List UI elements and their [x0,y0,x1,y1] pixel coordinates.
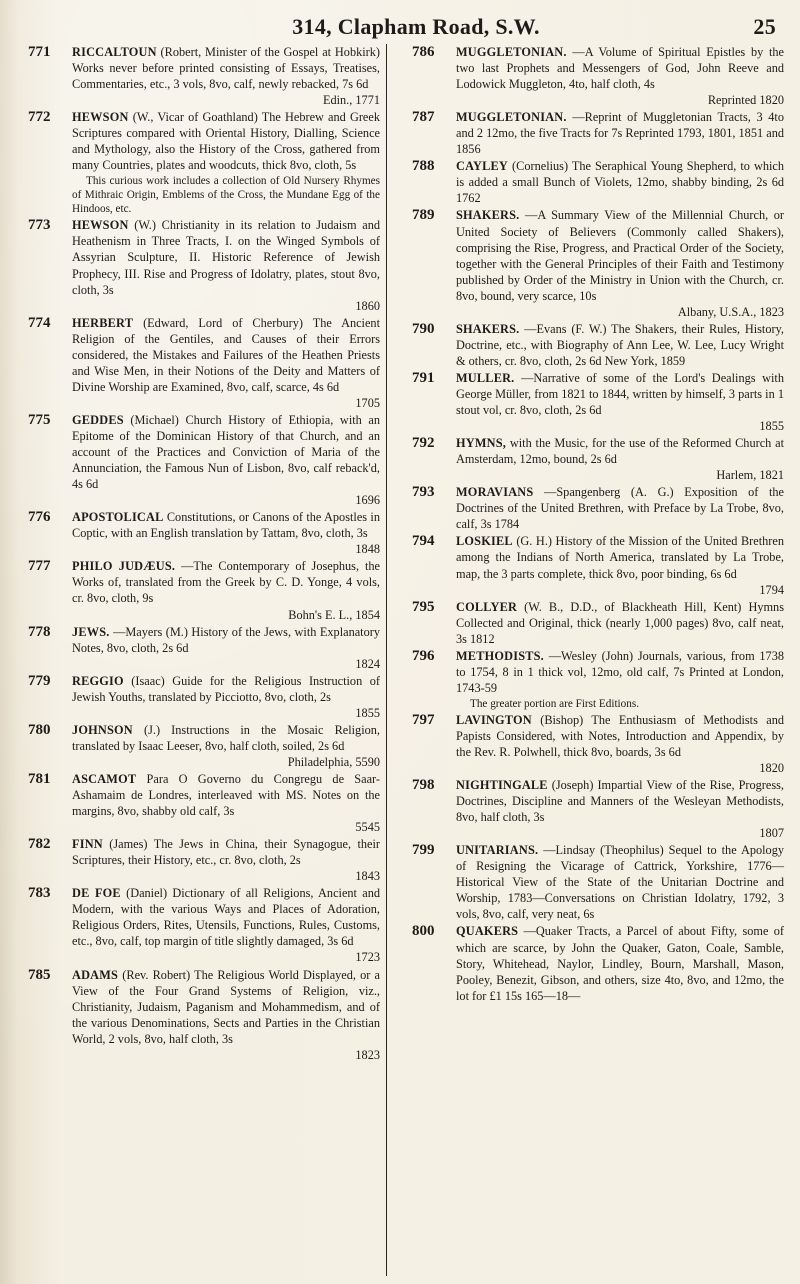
entry-description: (Daniel) Dictionary of all Religions, Ancient and Modern, with the various Ways and Places of Adoration, Religious Orders, Rites, Utensils, Functions, Rules, Customs, etc., 8vo, calf, top margin of title slightly damaged, 3s 6d [72,886,380,949]
entry-imprint: 1820 [759,761,784,776]
catalogue-entry [412,923,784,1003]
entry-description: (J.) Instructions in the Mosaic Religion, translated by Isaac Leeser, 8vo, half cloth, soiled, 2s 6d [72,722,380,753]
entry-body [72,967,380,1063]
entry-number: 775 [28,411,51,428]
entry-number: 796 [412,647,435,664]
entry-body [456,923,784,1003]
entry-imprint: Philadelphia, 5590 [287,754,380,769]
entry-author: HEWSON [72,218,129,233]
entry-number: 771 [28,44,51,60]
catalogue-entry [28,967,380,1063]
entry-author: METHODISTS. [456,648,544,663]
entry-imprint: 5545 [355,820,380,835]
catalogue-entry [28,44,380,108]
entry-description: (James) The Jews in China, their Synagogue, their Scriptures, their History, etc., cr. 8vo, cloth, 2s [72,837,380,868]
entry-body [72,412,380,508]
catalogue-entry [28,771,380,835]
entry-number: 783 [28,885,51,902]
entry-body [72,836,380,884]
entry-description: —A Summary View of the Millennial Church, or United Society of Believers (Commonly called Shakers), comprising the Rise, Progress, and Practical Order of the Society, together with the General Principles of their Faith and Testimony published by Order of the Ministry in Union with the Church, cr. 8vo, bound, very scarce, 10s [456,208,785,303]
entry-author: RICCALTOUN [72,45,157,59]
entry-author: COLLYER [456,599,518,614]
entry-number: 772 [28,109,51,126]
entry-description: Para O Governo du Congregu de Saar-Ashamaim de Londres, interleaved with MS. Notes on the margins, 8vo, shabby old calf, 3s [72,771,381,819]
entry-description: —Reprint of Muggletonian Tracts, 3 4to and 2 12mo, the five Tracts for 7s Reprinted 1793, 1801, 1851 and 1856 [456,110,784,157]
entry-body [72,771,380,835]
entry-author: HERBERT [72,315,134,330]
entry-imprint: Bohn's E. L., 1854 [288,607,380,622]
entry-body [456,370,784,434]
entry-imprint: 1848 [355,542,380,557]
entry-number: 797 [412,711,435,728]
entry-author: REGGIO [72,673,124,688]
entry-imprint: Albany, U.S.A., 1823 [677,304,784,319]
entry-author: JOHNSON [72,722,133,737]
catalogue-entry [412,599,784,647]
entry-number: 799 [412,842,435,859]
entry-description: Constitutions, or Canons of the Apostles in Coptic, with an English translation by Tattam, 8vo, cloth, 3s [72,510,380,541]
entry-body [72,109,380,216]
catalogue-entry [412,484,784,532]
entry-imprint: 1823 [355,1047,380,1062]
entry-description: —Mayers (M.) History of the Jews, with Explanatory Notes, 8vo, cloth, 2s 6d [72,624,380,655]
entry-note: The greater portion are First Editions. [470,697,640,710]
entry-number: 780 [28,721,51,738]
entry-author: NIGHTINGALE [456,778,548,793]
entry-author: SHAKERS. [456,208,520,223]
entry-author: GEDDES [72,412,124,427]
entry-number: 800 [412,923,435,940]
entry-description: (Cornelius) The Seraphical Young Shepherd, to which is added a small Bunch of Violets, 12mo, shabby binding, 2s 6d 1762 [456,159,784,206]
catalogue-entry [412,533,784,597]
catalogue-entry [412,370,784,434]
entry-number: 779 [28,672,51,689]
entry-description: —Lindsay (Theophilus) Sequel to the Apology of Resigning the Vicarage of Cattrick, Yorkshire, 1776—Historical View of the State of the Unitarian Doctrine and Worship, 1783—Conversations on Christian Idolatry, 1792, 3 vols, 8vo, calf, very neat, 6s [456,843,784,922]
entry-author: FINN [72,837,103,852]
entry-description: —The Contemporary of Josephus, the Works of, translated from the Greek by C. D. Yonge, 4 vols, cr. 8vo, cloth, 9s [72,559,380,606]
left-column [28,44,387,1276]
entry-author: HEWSON [72,110,129,125]
catalogue-entry [28,558,380,622]
entry-author: HYMNS, [456,436,507,451]
entry-description: (Michael) Church History of Ethiopia, with an Epitome of the Dominican History of that Church, and an account of the Practices and Conviction of Maria of the Annunciation, the Famous Nun of Lisbon, 8vo, calf reback'd, 4s 6d [72,412,381,492]
entry-body [72,624,380,672]
entry-imprint: 1855 [759,419,784,434]
catalogue-entry [28,412,380,508]
entry-author: APOSTOLICAL [72,510,164,525]
catalogue-entry [412,842,784,922]
entry-description: (Isaac) Guide for the Religious Instruction of Jewish Youths, translated by Picciotto, 8vo, cloth, 2s [72,673,380,704]
catalogue-entry [412,712,784,776]
entry-imprint: Edin., 1771 [322,93,380,108]
catalogue-entry [28,673,380,721]
entry-description: (W. B., D.D., of Blackheath Hill, Kent) Hymns Collected and Original, thick (nearly 1,000 pages) 8vo, calf neat, 3s 1812 [456,599,784,646]
catalogue-entry [412,321,784,369]
catalogue-entry [28,836,380,884]
entry-body [72,509,380,557]
catalogue-entry [28,315,380,411]
entry-author: PHILO JUDÆUS. [72,559,176,574]
entry-imprint: 1696 [355,493,380,508]
entry-imprint: 1855 [355,705,380,720]
entry-author: LAVINGTON [456,712,532,727]
entry-number: 777 [28,558,51,575]
entry-number: 782 [28,836,51,853]
page-header [56,14,776,42]
catalogue-entry [28,885,380,965]
entry-body [456,712,784,776]
entry-description: (Rev. Robert) The Religious World Displayed, or a View of the Four Grand Systems of Religion, viz., Christianity, Judaism, Paganism and Mohammedism, and of the various Denominations, Sects and Parties in the Christian World, 2 vols, 8vo, half cloth, 3s [72,967,381,1046]
entry-number: 776 [28,509,51,526]
entry-note: This curious work includes a collection of Old Nursery Rhymes of Mithraic Origin, Emblems of the Cross, the Mundane Egg of the Hindoos, etc. [72,175,380,216]
catalogue-entry [28,624,380,672]
entry-number: 790 [412,320,435,337]
entry-description: —Narrative of some of the Lord's Dealings with George Müller, from 1821 to 1844, written by himself, 3 parts in 1 stout vol, cr. 8vo, cloth, 2s 6d [456,370,784,418]
catalogue-entry [412,44,784,108]
entry-body [72,217,380,313]
entry-number: 785 [28,966,51,983]
entry-body [72,673,380,721]
entry-number: 787 [412,109,435,126]
entry-body [456,599,784,647]
entry-body [456,842,784,922]
catalogue-entry [28,109,380,216]
entry-body [72,558,380,622]
entry-author: DE FOE [72,886,121,901]
entry-body [456,435,784,483]
entry-body [456,533,784,597]
entry-imprint: 1723 [355,950,380,965]
catalogue-entry [412,777,784,841]
entry-number: 778 [28,623,51,640]
entry-description: with the Music, for the use of the Reformed Church at Amsterdam, 12mo, bound, 2s 6d [456,436,784,467]
entry-author: MORAVIANS [456,485,534,500]
entry-description: —Evans (F. W.) The Shakers, their Rules, History, Doctrine, etc., with Biography of Ann Lee, W. Lee, Lucy Wright & others, cr. 8vo, cloth, 2s 6d New York, 1859 [456,321,784,368]
entry-body [456,777,784,841]
entry-author: QUAKERS [456,924,519,939]
entry-author: CAYLEY [456,159,508,174]
right-column [412,44,784,1005]
entry-number: 791 [412,369,435,386]
entry-body [456,484,784,532]
entry-description: (Joseph) Impartial View of the Rise, Progress, Doctrines, Discipline and Manners of the Wesleyan Methodists, 8vo, half cloth, 3s [456,778,785,825]
entry-description: (Bishop) The Enthusiasm of Methodists and Papists Considered, with Notes, Introduction and Appendix, by the Rev. R. Polwhell, thick 8vo, boards, 3s 6d [456,712,784,759]
entry-number: 773 [28,217,51,234]
entry-description: (G. H.) History of the Mission of the United Brethren among the Indians of North America, translated by La Trobe, map, the 3 parts complete, thick 8vo, poor binding, 6s 6d [456,534,784,581]
entry-description: (Robert, Minister of the Gospel at Hobkirk) Works never before printed consisting of Essays, Treatises, Commentaries, etc., 3 vols, 8vo, calf, newly rebacked, 7s 6d [72,45,381,92]
entry-imprint: 1860 [355,298,380,313]
catalogue-entry [412,648,784,711]
catalogue-entry [412,109,784,157]
catalogue-entry [28,722,380,770]
page-number: 25 [753,14,776,39]
entry-body [72,315,380,411]
entry-imprint: 1843 [355,869,380,884]
entry-number: 788 [412,158,435,175]
entry-body [456,109,784,157]
entry-body [72,885,380,965]
entry-author: JEWS. [72,624,110,639]
entry-body [456,44,784,108]
running-title: 314, Clapham Road, S.W. [292,14,540,39]
entry-imprint: 1794 [759,582,784,597]
entry-description: (W., Vicar of Goathland) The Hebrew and Greek Scriptures compared with Oriental History, Dialling, Science and Mythology, also the History of the Cross, gathered from many Countries, plates and woodcuts, thick 8vo, cloth, 5s [72,110,380,173]
entry-number: 789 [412,207,435,224]
entry-body [456,321,784,369]
entry-number: 792 [412,435,435,452]
entry-imprint: 1807 [759,826,784,841]
entry-author: SHAKERS. [456,321,520,336]
entry-number: 794 [412,533,435,550]
entry-number: 774 [28,314,51,331]
entry-body [456,207,784,319]
catalogue-entry [28,509,380,557]
entry-description: (Edward, Lord of Cherbury) The Ancient Religion of the Gentiles, and Causes of their Errors considered, the Mistakes and Failures of the Heathen Priests and Wise Men, in their Notions of the Deity and Matters of Divine Worship are Examined, 8vo, calf, scarce, 4s 6d [72,315,380,394]
entry-author: UNITARIANS. [456,843,539,858]
entry-imprint: Reprinted 1820 [707,93,784,108]
entry-imprint: 1824 [355,656,380,671]
entry-number: 786 [412,44,435,60]
catalogue-entry [412,435,784,483]
entry-author: LOSKIEL [456,534,513,549]
entry-body [72,722,380,770]
entry-author: MULLER. [456,370,515,385]
entry-number: 781 [28,770,51,787]
catalogue-entry [412,158,784,206]
entry-imprint: Harlem, 1821 [716,468,784,483]
entry-body [456,648,784,711]
entry-description: —Wesley (John) Journals, various, from 1738 to 1754, 8 in 1 thick vol, 12mo, old calf, 7s Printed at London, 1743-59 [456,648,784,695]
entry-body [72,44,380,108]
entry-description: (W.) Christianity in its relation to Judaism and Heathenism in Three Tracts, I. on the Winged Symbols of Assyrian Sculpture, II. Historic Reference of Jewish Prophecy, III. Rise and Progress of Idolatry, plates, stout 8vo, cloth, 3s [72,218,380,297]
entry-imprint: 1705 [355,395,380,410]
catalogue-entry [28,217,380,313]
entry-description: —Spangenberg (A. G.) Exposition of the Doctrines of the United Brethren, with Preface by La Trobe, 8vo, calf, 3s 1784 [456,485,784,532]
entry-description: —Quaker Tracts, a Parcel of about Fifty, some of which are scarce, by John the Quaker, Gaton, Coale, Samble, Story, Whitehead, Naylor, Lindley, Bourn, Marshall, Mason, Pooley, Benezit, Gibson, and others, size 4to, 8vo, and 12mo, the lot for £1 15s 165—18— [456,924,785,1003]
entry-number: 795 [412,598,435,615]
entry-number: 798 [412,777,435,794]
entry-description: —A Volume of Spiritual Epistles by the two last Prophets and Messengers of God, John Reeve and Lodowick Muggleton, 4to, half cloth, 4s [456,45,785,92]
entry-author: MUGGLETONIAN. [456,45,567,59]
catalogue-entry [412,207,784,319]
entry-author: ADAMS [72,967,119,982]
entry-author: ASCAMOT [72,771,137,786]
entry-number: 793 [412,484,435,501]
entry-body [456,158,784,206]
entry-author: MUGGLETONIAN. [456,110,567,125]
